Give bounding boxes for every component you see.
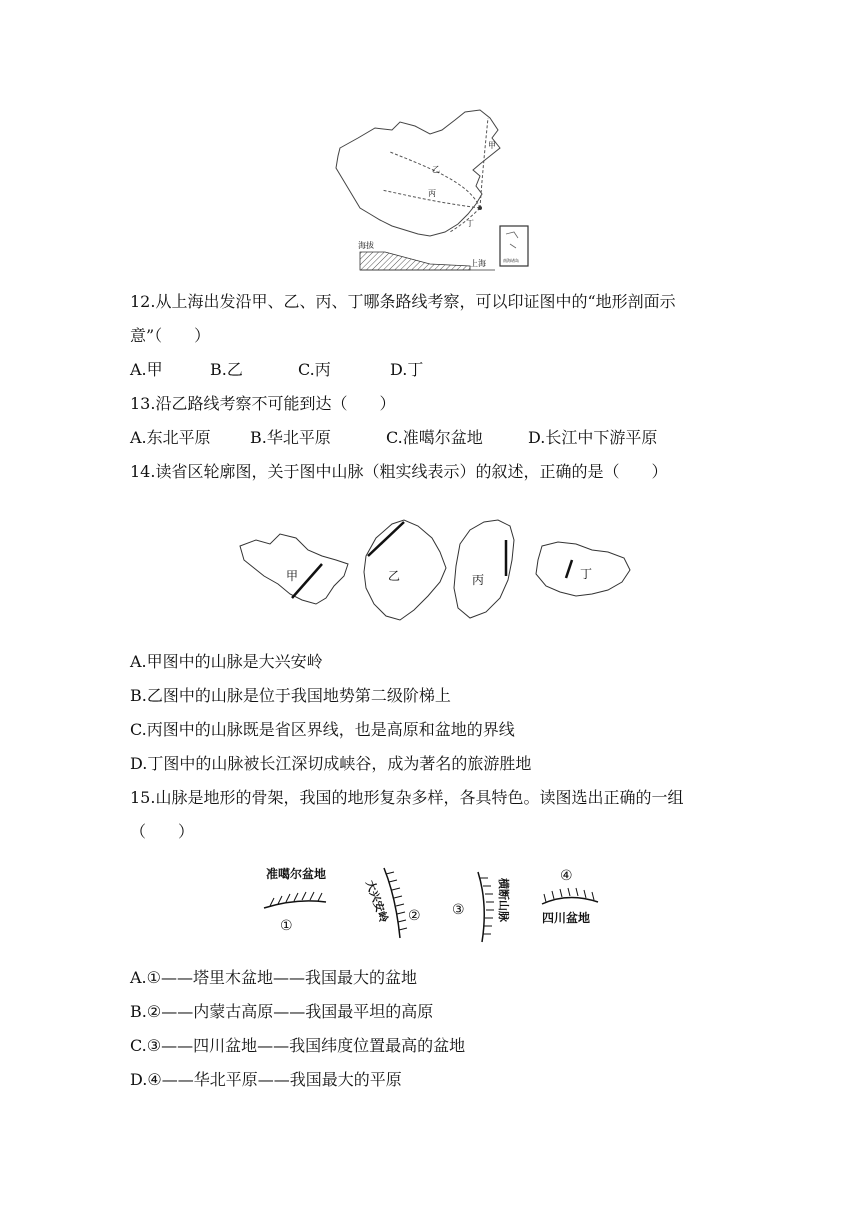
q12-options: [130, 360, 423, 380]
china-outline: [336, 110, 500, 236]
q15-option-d[interactable]: D.④——华北平原——我国最大的平原: [130, 1070, 402, 1089]
province-label-yi: 乙: [388, 569, 401, 583]
china-route-map: [330, 108, 540, 273]
route-label-bing: 丙: [428, 189, 436, 198]
fig15-num1: ①: [280, 918, 293, 934]
fig15-range4: [542, 897, 598, 904]
q12-stem-line1: 12.从上海出发沿甲、乙、丙、丁哪条路线考察，可以印证图中的“地形剖面示: [130, 292, 676, 311]
q13-option-c[interactable]: C.准噶尔盆地: [386, 428, 483, 447]
mountain-symbols-figure: [256, 858, 616, 948]
q13-stem: 13.沿乙路线考察不可能到达（ ）: [130, 394, 396, 413]
profile-axis-label: 海拔: [358, 241, 374, 250]
fig15-range3: [478, 872, 484, 942]
fig15-basin4: 四川盆地: [542, 911, 591, 925]
q14-option-d[interactable]: D.丁图中的山脉被长江深切成峡谷，成为著名的旅游胜地: [130, 754, 532, 773]
province-label-ding: 丁: [580, 567, 593, 581]
q14-option-b[interactable]: B.乙图中的山脉是位于我国地势第二级阶梯上: [130, 686, 451, 705]
q12-option-b[interactable]: B.乙: [210, 360, 243, 379]
fig15-num3: ③: [452, 902, 465, 918]
inset-label: 南海诸岛: [503, 258, 519, 263]
fig15-num4: ④: [560, 868, 573, 884]
q12-stem-line2: 意”（ ）: [130, 326, 211, 345]
route-label-jia: 甲: [488, 141, 496, 150]
route-label-yi: 乙: [432, 165, 440, 174]
fig15-range3-label: 横断山脉: [497, 878, 510, 922]
province-outlines: [236, 516, 636, 628]
q15-stem-line1: 15.山脉是地形的骨架，我国的地形复杂多样，各具特色。读图选出正确的一组: [130, 788, 684, 807]
q12-option-c[interactable]: C.丙: [298, 360, 331, 379]
fig15-range2: [384, 868, 400, 938]
route-ding: [450, 208, 480, 232]
q14-stem: 14.读省区轮廓图，关于图中山脉（粗实线表示）的叙述，正确的是（ ）: [130, 462, 668, 481]
q14-option-c[interactable]: C.丙图中的山脉既是省区界线，也是高原和盆地的界线: [130, 720, 515, 739]
q15-option-b[interactable]: B.②——内蒙古高原——我国最平坦的高原: [130, 1002, 434, 1021]
province-yi-outline: [364, 520, 446, 620]
q13-option-b[interactable]: B.华北平原: [250, 428, 331, 447]
profile-shape: [360, 252, 470, 270]
fig15-num2: ②: [408, 908, 421, 924]
province-label-jia: 甲: [286, 569, 299, 583]
province-yi-mountain: [368, 522, 404, 556]
q15-stem-line2: （ ）: [130, 822, 195, 841]
q15-option-a[interactable]: A.①——塔里木盆地——我国最大的盆地: [130, 968, 417, 987]
fig15-basin1: 准噶尔盆地: [266, 867, 327, 881]
fig15-range1: [264, 901, 326, 908]
q13-options: [130, 428, 657, 448]
fig15-range2-label: 大兴安岭: [363, 878, 391, 925]
province-label-bing: 丙: [472, 573, 485, 587]
q12-option-d[interactable]: D.丁: [390, 360, 424, 379]
route-yi: [390, 152, 480, 208]
q12-option-a[interactable]: A.甲: [130, 360, 163, 379]
q15-option-c[interactable]: C.③——四川盆地——我国纬度位置最高的盆地: [130, 1036, 466, 1055]
route-label-ding: 丁: [466, 219, 474, 228]
q13-option-a[interactable]: A.东北平原: [130, 428, 211, 447]
q13-option-d[interactable]: D.长江中下游平原: [528, 428, 658, 447]
province-ding-mountain: [566, 560, 572, 578]
q14-option-a[interactable]: A.甲图中的山脉是大兴安岭: [130, 652, 323, 671]
profile-end-label: 上海: [470, 259, 486, 268]
